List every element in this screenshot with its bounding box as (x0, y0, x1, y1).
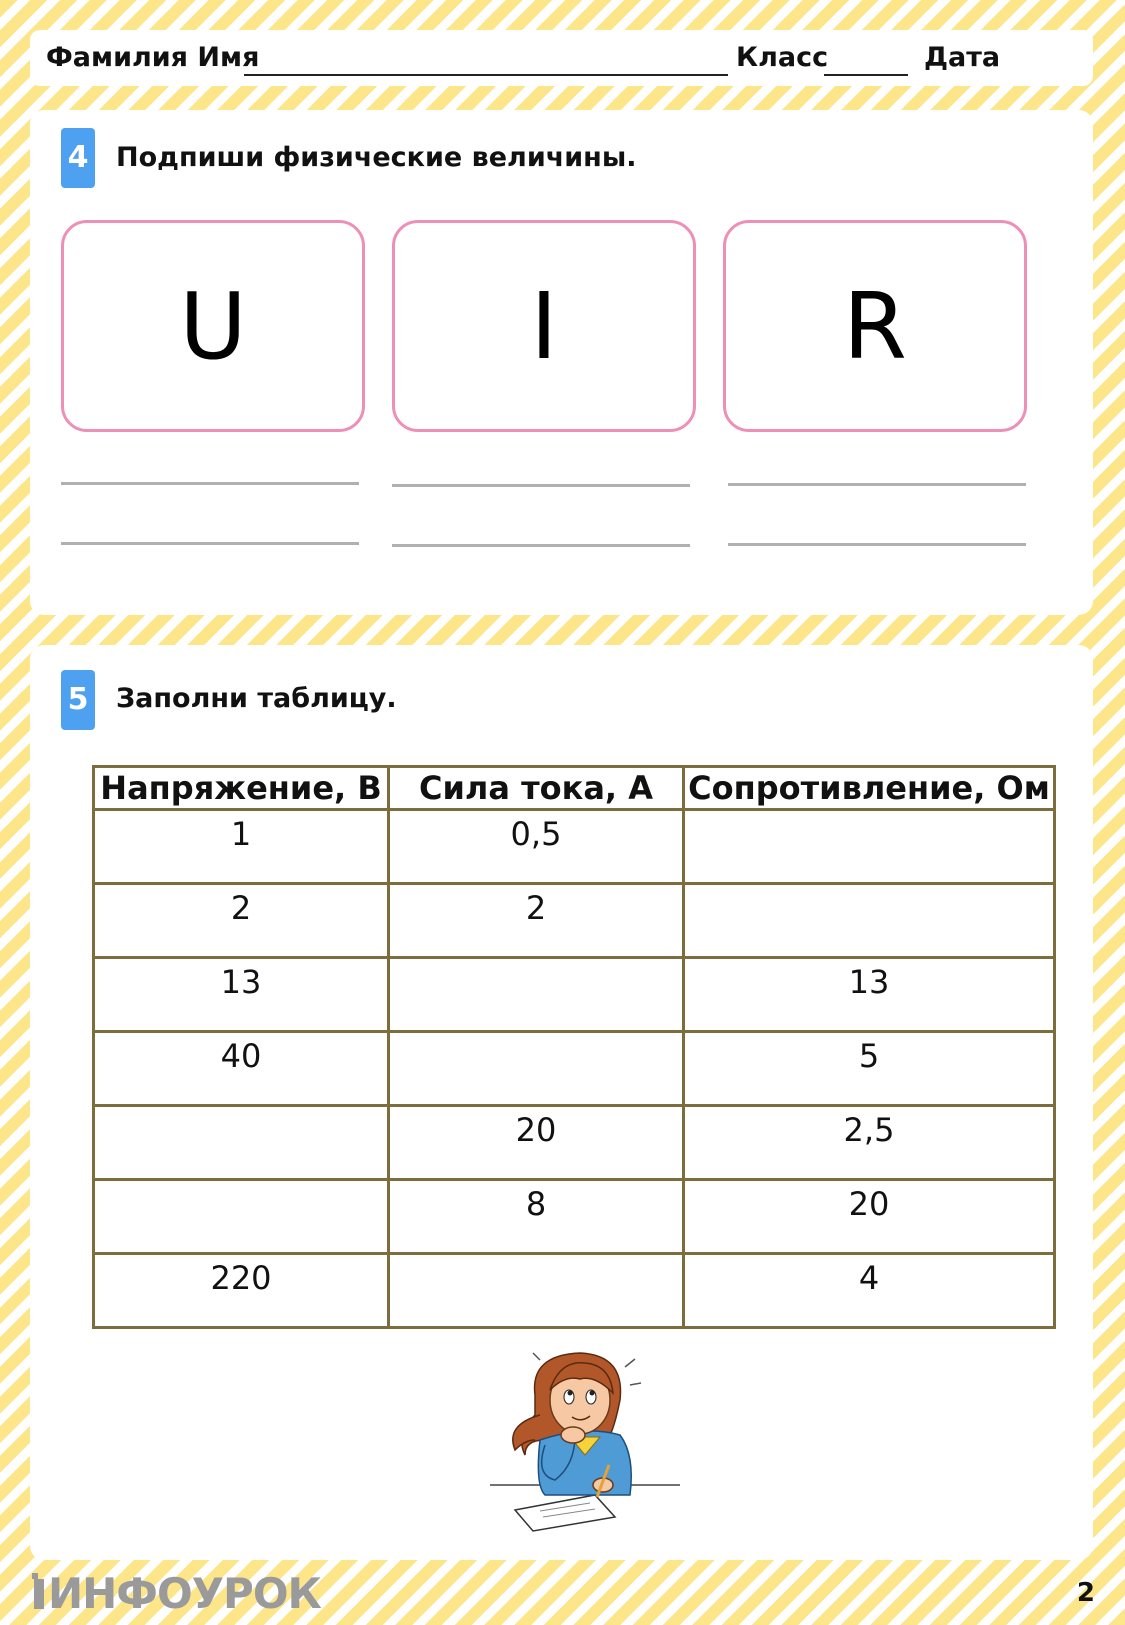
cell-resistance[interactable] (684, 884, 1055, 958)
name-input-line[interactable] (244, 74, 728, 76)
cell-current: 0,5 (389, 810, 684, 884)
logo-text: ИНФОУРОК (48, 1568, 321, 1618)
table-header-row (94, 767, 1055, 810)
answer-line-i-2[interactable] (392, 544, 690, 547)
cell-voltage: 1 (94, 810, 389, 884)
cell-current[interactable] (389, 958, 684, 1032)
cell-resistance: 5 (684, 1032, 1055, 1106)
infourok-logo (32, 1568, 321, 1618)
task-4-number: 4 (61, 128, 95, 188)
cell-current: 8 (389, 1180, 684, 1254)
ohms-law-table (92, 765, 1056, 1329)
answer-line-r-1[interactable] (728, 483, 1026, 486)
cell-resistance: 20 (684, 1180, 1055, 1254)
cell-current[interactable] (389, 1032, 684, 1106)
table-row (94, 884, 1055, 958)
cell-voltage: 2 (94, 884, 389, 958)
table-row (94, 958, 1055, 1032)
task-5-card (30, 645, 1093, 1560)
class-label: Класс (736, 42, 829, 73)
task-4-card (30, 110, 1093, 615)
answer-line-i-1[interactable] (392, 484, 690, 487)
table-row (94, 1032, 1055, 1106)
cell-voltage: 220 (94, 1254, 389, 1328)
answer-line-u-2[interactable] (61, 542, 359, 545)
cell-voltage[interactable] (94, 1180, 389, 1254)
name-label: Фамилия Имя (46, 42, 260, 73)
cell-voltage: 13 (94, 958, 389, 1032)
task-5-number: 5 (61, 670, 95, 730)
cell-resistance: 13 (684, 958, 1055, 1032)
symbol-box-i (392, 220, 696, 432)
class-input-line[interactable] (824, 74, 908, 76)
header-voltage: Напряжение, В (94, 767, 389, 810)
cell-current[interactable] (389, 1254, 684, 1328)
page-number: 2 (1076, 1578, 1095, 1608)
cell-resistance[interactable] (684, 810, 1055, 884)
table-row (94, 1106, 1055, 1180)
table-row (94, 1180, 1055, 1254)
logo-mark-icon (32, 1573, 48, 1613)
header-resistance: Сопротивление, Ом (684, 767, 1055, 810)
task-4-title: Подпиши физические величины. (116, 142, 637, 173)
symbol-i: I (530, 272, 558, 380)
header-current: Сила тока, А (389, 767, 684, 810)
symbol-box-r (723, 220, 1027, 432)
cell-voltage: 40 (94, 1032, 389, 1106)
symbol-box-u (61, 220, 365, 432)
symbol-u: U (179, 272, 247, 380)
answer-line-r-2[interactable] (728, 543, 1026, 546)
symbol-r: R (843, 272, 907, 380)
task-5-title: Заполни таблицу. (116, 683, 397, 714)
table-row (94, 810, 1055, 884)
cell-resistance: 2,5 (684, 1106, 1055, 1180)
answer-line-u-1[interactable] (61, 482, 359, 485)
table-row (94, 1254, 1055, 1328)
date-label: Дата (924, 42, 1001, 73)
cell-voltage[interactable] (94, 1106, 389, 1180)
cell-current: 20 (389, 1106, 684, 1180)
thinking-girl-illustration (485, 1345, 685, 1535)
cell-resistance: 4 (684, 1254, 1055, 1328)
header-bar (30, 30, 1093, 86)
cell-current: 2 (389, 884, 684, 958)
